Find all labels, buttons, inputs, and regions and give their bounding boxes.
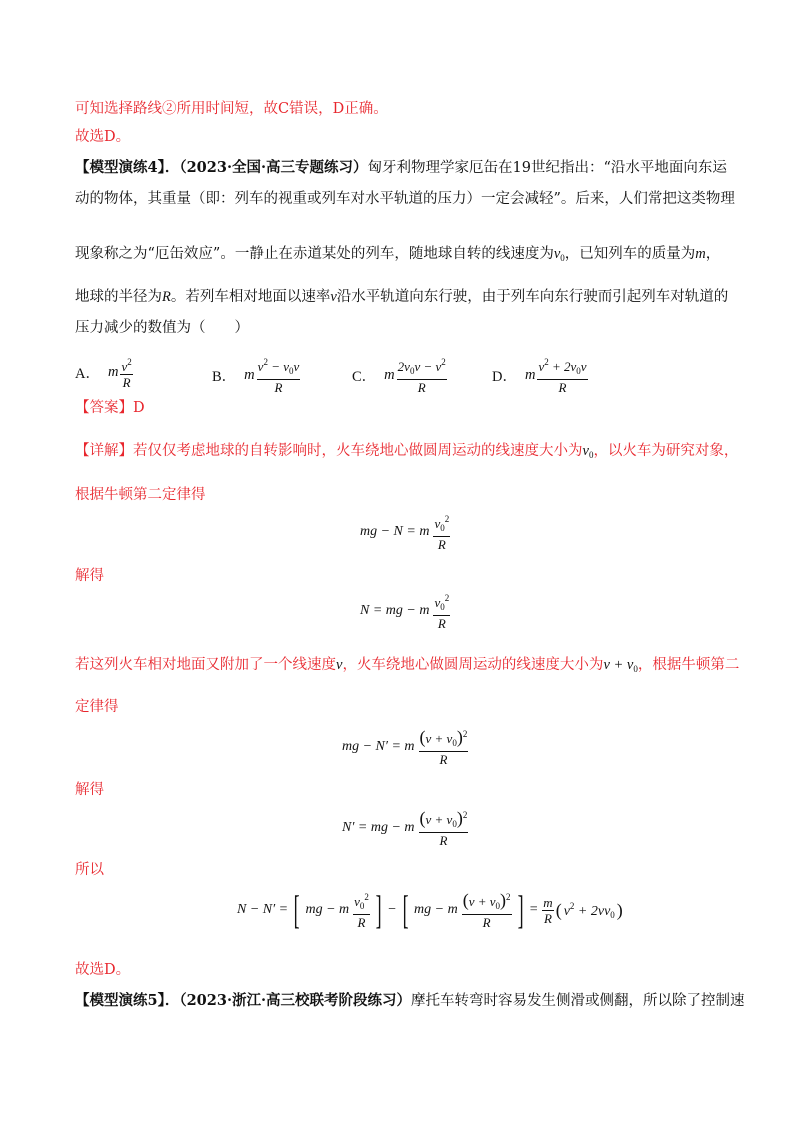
question-5-tag: 【模型演练5】． <box>75 992 180 1009</box>
answer-line: 【答案】D <box>75 400 145 416</box>
question-4-line-5: 压力减少的数值为（ ） <box>75 320 249 336</box>
detail-line-2: 根据牛顿第二定律得 <box>75 487 206 503</box>
question-5-source: （2023·浙江·高三校联考阶段练习） <box>179 992 412 1009</box>
extra-line-1: 若这列火车相对地面又附加了一个线速度v，火车绕地心做圆周运动的线速度大小为$v + v_0$，根据牛顿第二 <box>75 657 740 674</box>
question-4-tag: 【模型演练4】． <box>75 159 180 176</box>
question-4-text-1: 匈牙利物理学家厄缶在19世纪指出：“沿水平地面向东运 <box>367 160 727 176</box>
question-4-line-1 <box>75 158 727 178</box>
detail-line-1: 【详解】若仅仅考虑地球的自转影响时，火车绕地心做圆周运动的线速度大小为$v_0$，以火车为研究对象， <box>75 443 739 460</box>
equation-5: N − N′ = [ mg − m $\frac{v_0^2}{R}$ ] − [ mg − m $\frac{(v + v_0)^2}{R}$ ] = $\frac{m}{R}$ ( $v^2 + 2vv_0$ ) <box>237 887 623 932</box>
equation-2: N = mg − m $\frac{v_0^2}{R}$ <box>360 593 450 631</box>
jiede-line-2: 解得 <box>75 782 104 798</box>
text-line-2: 故选D。 <box>75 129 131 145</box>
equation-4: N′ = mg − m $\frac{(v + v_0)^2}{R}$ <box>342 808 468 848</box>
equation-1: mg − N = m $\frac{v_0^2}{R}$ <box>360 514 450 552</box>
end-line: 故选D。 <box>75 962 131 978</box>
equation-3: mg − N′ = m $\frac{(v + v_0)^2}{R}$ <box>342 727 468 767</box>
question-4-line-2: 动的物体，其重量（即：列车的视重或列车对水平轨道的压力）一定会减轻”。后来，人们常把这类物理 <box>75 191 735 207</box>
question-4-line-3: 现象称之为“厄缶效应”。一静止在赤道某处的列车，随地球自转的线速度为$v_0$，已知列车的质量为m， <box>75 246 721 263</box>
jiede-line-1: 解得 <box>75 568 104 584</box>
suoyi-line: 所以 <box>75 862 104 878</box>
question-5-line-1 <box>75 991 745 1011</box>
question-4-line-4: 地球的半径为R。若列车相对地面以速率v沿水平轨道向东行驶，由于列车向东行驶而引起列车对轨道的 <box>75 289 729 305</box>
question-4-source: （2023·全国·高三专题练习） <box>179 159 368 176</box>
option-b[interactable]: B． m $\frac{v^2 - v_0v}{R}$ <box>212 357 300 395</box>
extra-line-2: 定律得 <box>75 699 119 715</box>
option-a[interactable]: A． m $\frac{v^2}{R}$ <box>75 357 132 390</box>
option-c[interactable]: C． m $\frac{2v_0v - v^2}{R}$ <box>352 357 446 395</box>
question-5-text: 摩托车转弯时容易发生侧滑或侧翻，所以除了控制速 <box>411 993 745 1009</box>
option-d[interactable]: D． m $\frac{v^2 + 2v_0v}{R}$ <box>492 357 587 395</box>
text-line-1: 可知选择路线②所用时间短，故C错误，D正确。 <box>75 101 388 117</box>
